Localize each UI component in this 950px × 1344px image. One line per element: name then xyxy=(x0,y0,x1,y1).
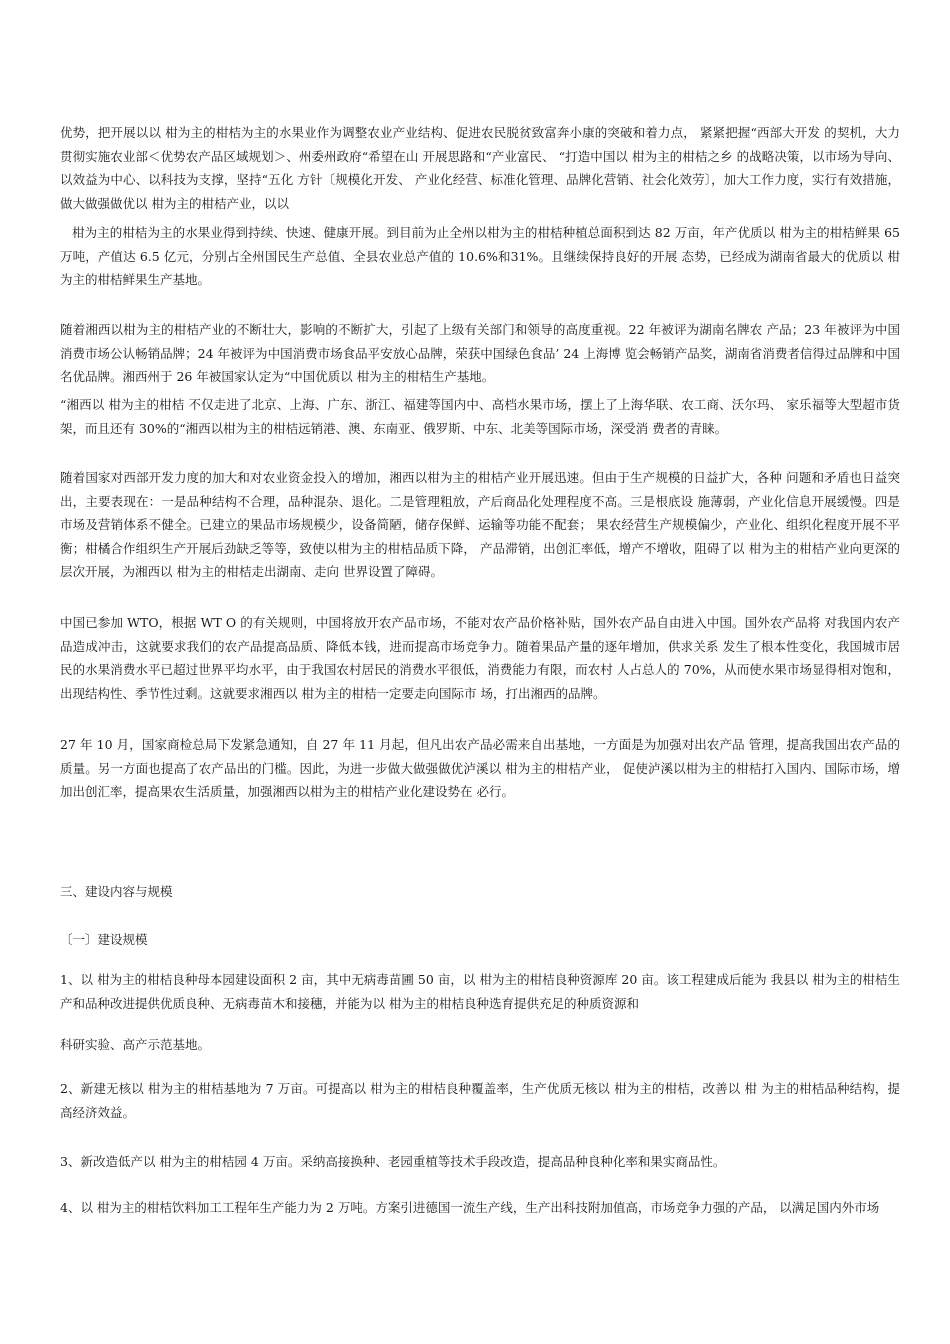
paragraph-item-1-cont: 科研实验、高产示范基地。 xyxy=(60,1037,211,1052)
paragraph-brand-honors: 随着湘西以柑为主的柑桔产业的不断壮大，影响的不断扩大，引起了上级有关部门和领导的高度重视。22 年被评为湖南名牌农 产品；23 年被评为中国消费市场公认畅销品牌；24 年被评为中国消费市场食品平安放心品牌，荣获中国绿色食品’ 24 上海博 览会畅销产品奖，湖南省消费者信得过品牌和中国名优品牌。湘西州于 26 年被国家认定为“中国优质以 柑为主的柑桔生产基地。 xyxy=(60,322,900,384)
paragraph-item-4: 4、以 柑为主的柑桔饮料加工工程年生产能力为 2 万吨。方案引进德国一流生产线，生产出科技附加值高，市场竞争力强的产品， 以满足国内外市场 xyxy=(60,1200,880,1215)
paragraph-advantage-strategy: 优势，把开展以以 柑为主的柑桔为主的水果业作为调整农业产业结构、促进农民脱贫致富奔小康的突破和着力点， 紧紧把握“西部大开发 的契机，大力贯彻实施农业部＜优势农产品区域规划＞、州委州政府“希望在山 开展思路和“产业富民、 “打造中国以 柑为主的柑桔之乡 的战略决策，以市场为导向、以效益为中心、以科技为支撑，坚持“五化 方针〔规模化开发、 产业化经营、标准化管理、品牌化营销、社会化效劳〕，加大工作力度，实行有效措施，做大做强做优以 柑为主的柑桔产业，以以 xyxy=(60,125,900,211)
paragraph-export-inspection: 27 年 10 月，国家商检总局下发紧急通知，自 27 年 11 月起，但凡出农产品必需来自出基地，一方面是为加强对出农产品 管理，提高我国出农产品的质量。另一方面也提高了农产品出的门槛。因此，为进一步做大做强做优泸溪以 柑为主的柑桔产业， 促使泸溪以柑为主的柑桔打入国内、国际市场，增加出创汇率，提高果农生活质量，加强湘西以柑为主的柑桔产业化建设势在 必行。 xyxy=(60,737,900,799)
paragraph-problems: 随着国家对西部开发力度的加大和对农业资金投入的增加，湘西以柑为主的柑桔产业开展迅速。但由于生产规模的日益扩大，各种 问题和矛盾也日益突出，主要表现在：一是品种结构不合理，品种混杂、退化。二是管理粗放，产后商品化处理程度不高。三是根底设 施薄弱，产业化信息开展缓慢。四是市场及营销体系不健全。已建立的果品市场规模少，设备简陋，储存保鲜、运输等功能不配套； 果农经营生产规模偏少，产业化、组织化程度开展不平衡；柑橘合作组织生产开展后劲缺乏等等，致使以柑为主的柑桔品质下降， 产品滞销，出创汇率低，增产不增收，阻碍了以 柑为主的柑桔产业向更深的层次开展，为湘西以 柑为主的柑桔走出湖南、走向 世界设置了障碍。 xyxy=(60,470,900,579)
paragraph-item-1: 1、以 柑为主的柑桔良种母本园建设面积 2 亩，其中无病毒苗圃 50 亩，以 柑为主的柑桔良种资源库 20 亩。该工程建成后能为 我县以 柑为主的柑桔生产和品种改进提供优质良种、无病毒苗木和接穗，并能为以 柑为主的柑桔良种选育提供充足的种质资源和 xyxy=(60,972,900,1011)
paragraph-item-3: 3、新改造低产以 柑为主的柑桔园 4 万亩。采纳高接换种、老园重植等技术手段改造，提高品种良种化率和果实商品性。 xyxy=(60,1154,726,1169)
paragraph-market-reach: “湘西以 柑为主的柑桔 不仅走进了北京、上海、广东、浙江、福建等国内中、高档水果市场，摆上了上海华联、农工商、沃尔玛、 家乐福等大型超市货架，而且还有 30%的“湘西以柑为主的柑桔远销港、澳、东南亚、俄罗斯、中东、北美等国际市场，深受消 费者的青睐。 xyxy=(60,397,900,436)
paragraph-wto: 中国已参加 WTO，根据 WT O 的有关规则，中国将放开农产品市场，不能对农产品价格补贴，国外农产品自由进入中国。国外农产品将 对我国内农产品造成冲击，这就要求我们的农产品提高品质、降低本钱，进而提高市场竞争力。随着果品产量的逐年增加，供求关系 发生了根本性变化，我国城市居民的水果消费水平已超过世界平均水平，由于我国农村居民的消费水平很低，消费能力有限，而农村 人占总人的 70%，从而使水果市场显得相对饱和，出现结构性、季节性过剩。这就要求湘西以 柑为主的柑桔一定要走向国际市 场，打出湘西的品牌。 xyxy=(60,615,900,701)
paragraph-production-scale: 柑为主的柑桔为主的水果业得到持续、快速、健康开展。到目前为止全州以柑为主的柑桔种植总面积到达 82 万亩，年产优质以 柑为主的柑桔鲜果 65 万吨，产值达 6.5 亿元，分别占全州国民生产总值、全县农业总产值的 10.6%和31%。且继续保持良好的开展 态势，已经成为湖南省最大的优质以 柑为主的柑桔鲜果生产基地。 xyxy=(60,225,900,287)
paragraph-item-2: 2、新建无核以 柑为主的柑桔基地为 7 万亩。可提高以 柑为主的柑桔良种覆盖率，生产优质无核以 柑为主的柑桔，改善以 柑 为主的柑桔品种结构，提高经济效益。 xyxy=(60,1081,900,1120)
section-heading-construction: 三、建设内容与规模 xyxy=(60,884,173,899)
subsection-heading-scale: 〔一〕建设规模 xyxy=(60,932,148,947)
